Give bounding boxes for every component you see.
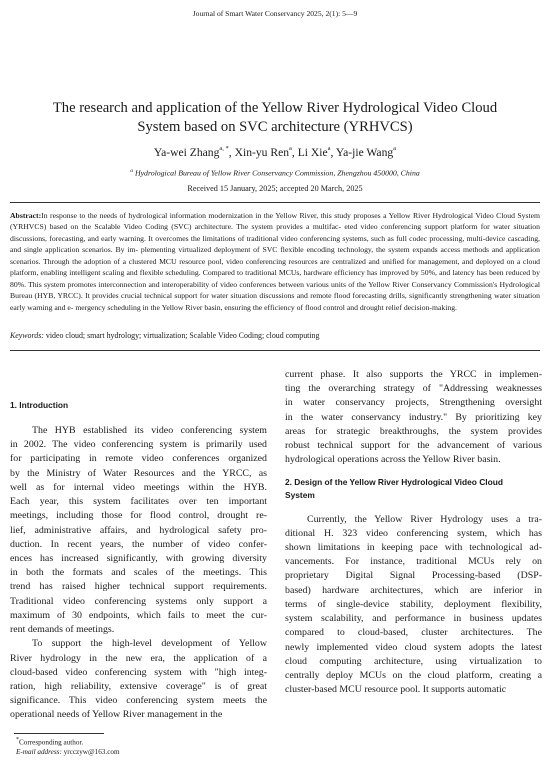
divider-bottom [10,350,540,351]
author-separator: , [228,146,235,159]
received-dates: Received 15 January, 2025; accepted 20 March, 2025 [187,184,363,193]
text-line: Currently, the Yellow River Hydrology uses a tra- [307,513,542,525]
text-line: Traditional video conferencing systems only support a [10,595,267,607]
text-line: maximum of 30 endpoints, which fails to meet the cur- [10,609,267,621]
abstract-line: deployed on a cloud platform, enabling intelligent scaling and flexible scheduling. Compared to traditional MCUs, hardware efficiency has [10,256,541,278]
text-line: newly implemented video cloud system adopts the latest [285,641,542,653]
text-line: by the Ministry of Water Resources and the YRCC, as [10,467,267,479]
abstract-line: eted video conferencing support platform for water situation discussions, forecasting, and early warning. It overcomes the limitations of [10,222,540,243]
footnote [16,735,276,757]
journal-header: Journal of Smart Water Conservancy 2025, 2(1): 5—9 [192,9,358,18]
section-2-heading-line: System [285,489,315,500]
intro-paragraph-2 [10,637,267,722]
affiliation [0,168,550,178]
author-name: Ya-wei Zhang [153,146,220,159]
affiliation-text: Hydrological Bureau of Yellow River Conservancy Commission, Zhengzhou 450000, China [134,168,420,178]
right-column [285,368,542,697]
text-line: cloud-based video conferencing system with "high integ- [10,666,267,678]
text-line: trend has raised higher technical support requirements. [10,581,267,593]
text-line: for participating in remote video conferences organized [10,453,267,465]
text-line: cloud computing architecture, using virtualization to [285,655,542,667]
footnote-mark: * [16,737,19,743]
text-line: significance. This video conferencing system meets the [10,695,267,707]
text-line: shown limitations in keeping pace with technological ad- [285,541,542,553]
email-address[interactable]: yrcczyw@163.com [63,748,120,757]
text-line: in both the formats and scales of the meetings. This [10,567,267,579]
divider-top [10,202,540,203]
section-2-heading-line: 2. Design of the Yellow River Hydrological Video Cloud [285,476,503,487]
abstract-label: Abstract: [10,211,42,220]
author-list [0,146,550,159]
author-mark: a, * [219,145,229,152]
author-name: Ya-jie Wang [335,146,394,159]
text-line: terms of single-device stability, deployment flexibility, [285,598,542,610]
author-separator: , [330,146,336,159]
paper-title [30,99,520,137]
text-line: operational needs of Yellow River management in the [10,709,223,721]
text-line: proprietary Digital Signal Processing-based (DSP- [285,570,542,582]
affiliation-mark: a [130,168,133,174]
abstract-line: traditional video conferencing systems, such as full codec processing, multi-device cascading, and single application scenarios. By im- [10,233,540,255]
text-line: River hydrology in the new era, the application of a [10,652,267,664]
text-line: areas for strategic breakthroughs, the system provides [285,425,542,437]
text-line: ditional H. 323 video conferencing system, which has [285,527,542,539]
text-line: well as for internal video meetings within the HYB. [10,481,267,493]
abstract-line: plementing virtualized deployment of SVC flexible encoding technology, the system expands access methods and application scenarios. [10,245,540,266]
abstract-line: support for water situation discussions and remote flood forecasting drills, significantly strengthening water situation early warning and e- [10,291,540,312]
text-line: centrally deploy MCUs on the cloud platform, creating a [285,669,542,681]
text-line: ting the overarching strategy of "Addressing weaknesses [285,383,542,395]
text-line: based) hardware architectures, which are inferior in [285,584,542,596]
abstract-line: Hydrological Video Cloud System (YRHVCS) based on the Scalable Video Coding (SVC) architecture. The system provides a multifac- [10,211,540,232]
text-line: lief, administrative affairs, and hydrological safety pro- [10,524,267,536]
footnote-corresponding: Corresponding author. [19,738,84,747]
keywords [10,331,540,340]
intro-paragraph-1 [10,424,267,637]
title-line-2: System based on SVC architecture (YRHVCS) [137,119,413,135]
text-line: in 2002. The video conferencing system is primarily used [10,439,267,451]
intro-paragraph-3 [285,368,542,468]
design-paragraph-1 [285,513,542,698]
text-line: robust technical support for the advancement of various [285,440,542,452]
text-line: rent demands of meetings. [10,624,115,636]
text-line: ration, high reliability, extensive coverage" is of great [10,680,267,692]
text-line: compared to cloud-based, cluster architectures. The [285,627,542,639]
text-line: hydrological operations across the Yellow River basin. [285,454,501,466]
author-mark: a [393,145,397,152]
text-line: vancements. For instance, traditional MCUs rely on [285,556,542,568]
text-line: Each year, this system facilitates over ten important [10,496,267,508]
email-label: E-mail address: [16,748,62,757]
text-line: current phase. It also supports the YRCC in implemen- [285,369,542,380]
text-line: in water conservancy projects, Strengthening oversight [285,397,542,409]
text-line: meetings, including those for flood control, drought re- [10,510,267,522]
keywords-text: video cloud; smart hydrology; virtualization; Scalable Video Coding; cloud computing [45,331,320,340]
text-line: system scalability, and performance in business updates [285,613,542,625]
abstract-line: mergency scheduling in the Yellow River basin, ensuring the efficiency of flood control and drought relief decision-making. [75,302,457,312]
author-separator: , [291,146,298,159]
section-2-heading [285,476,542,502]
keywords-label: Keywords: [10,331,44,340]
abstract-line: In response to the needs of hydrological information modernization in the Yellow River, this study proposes a Yellow River [41,211,433,220]
text-line: To support the high-level development of Yellow [32,638,267,650]
text-line: ences has increased significantly, with growing diversity [10,552,267,564]
abstract-line: between various units of the Yellow River Conservancy Commission's Hydrological Bureau (HYB, YRCC). It provides crucial technical [10,279,541,301]
author-name: Xin-yu Ren [234,146,290,159]
text-line: duction. In recent years, the number of video confer- [10,538,267,550]
title-line-1: The research and application of the Yellow River Hydrological Video Cloud [52,100,498,116]
author-name: Li Xie [297,146,328,159]
text-line: cluster-based MCU resource pool. It supports automatic [285,684,507,696]
section-1-heading: 1. Introduction [10,400,69,410]
footnote-rule [14,733,104,734]
left-column [10,399,267,723]
author-mark: a [289,145,292,152]
text-line: The HYB established its video conferencing system [32,425,267,436]
abstract [10,210,540,313]
abstract-line: Through the adoption of a clustered MCU resource pool, video conferencing resources are centralized and unified for management, and [43,256,476,266]
author-mark: a [327,145,331,152]
text-line: in the water conservancy industry." By prioritizing key [285,411,542,423]
abstract-line: improved by 50%, and latency has been reduced by 80%. This system promotes interconnection and interoperability of video conferences [10,268,540,289]
